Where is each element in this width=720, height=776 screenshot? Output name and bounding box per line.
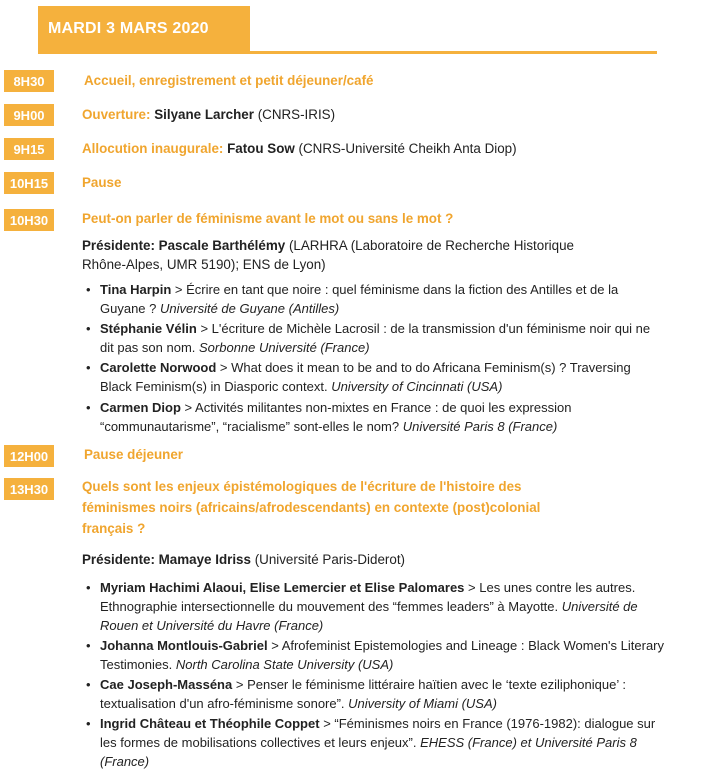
talk-item — [86, 358, 666, 396]
talk-speaker: Tina Harpin — [100, 282, 172, 297]
talk-institution: University of Miami (USA) — [348, 696, 497, 711]
schedule-item: Pause — [82, 175, 122, 190]
session-title — [82, 476, 682, 539]
time-label: 10H30 — [9, 212, 49, 228]
item-label: Ouverture: — [82, 107, 151, 122]
session-title-line2: féminismes noirs (africains/afrodescendants) en contexte (post)colonial — [82, 500, 541, 515]
talk-institution: EHESS (France) et Université Paris 8 (France) — [100, 735, 637, 769]
talk-speaker: Myriam Hachimi Alaoui, Elise Lemercier et Elise Palomares — [100, 580, 465, 595]
time-badge — [4, 104, 54, 126]
chair-affiliation: (LARHRA (Laboratoire de Recherche Historique — [288, 238, 574, 253]
session-title-line1: Quels sont les enjeux épistémologiques de l'écriture de l'histoire des — [82, 479, 522, 494]
chair-affiliation-cont: Rhône-Alpes, UMR 5190); ENS de Lyon) — [82, 257, 326, 272]
time-label: 13H30 — [9, 481, 49, 497]
talk-institution: Sorbonne Université (France) — [199, 340, 370, 355]
talk-title: > Les unes contre les autres. Ethnographie intersectionnelle du mouvement des “femmes leaders” à Mayotte. — [100, 580, 636, 614]
bullet-icon: • — [86, 321, 91, 336]
header-divider — [38, 51, 657, 54]
talk-speaker: Johanna Montlouis-Gabriel — [100, 638, 268, 653]
bullet-icon: • — [86, 360, 91, 375]
talk-speaker: Ingrid Château et Théophile Coppet — [100, 716, 320, 731]
talk-item — [86, 578, 666, 635]
talk-institution: North Carolina State University (USA) — [175, 657, 394, 672]
talk-title: > What does it mean to be and to do Africana Feminism(s) ? Traversing Black Feminism(s) in Diasporic context. — [100, 360, 631, 394]
talk-institution: University of Cincinnati (USA) — [331, 379, 503, 394]
time-label: 9H00 — [13, 107, 45, 123]
speaker-name: Silyane Larcher — [154, 107, 254, 122]
talk-item — [86, 675, 666, 713]
date-title: MARDI 3 MARS 2020 — [48, 20, 209, 37]
talk-title: > Afrofeminist Epistemologies and Lineage : Black Women's Literary Testimonies. — [100, 638, 665, 672]
talk-institution: Université de Rouen et Université du Havre (France) — [100, 599, 638, 633]
talk-speaker: Cae Joseph-Masséna — [100, 677, 233, 692]
session-chair — [82, 236, 672, 274]
time-badge — [4, 478, 54, 500]
session-title-line3: français ? — [82, 521, 146, 536]
chair-affiliation: (Université Paris-Diderot) — [254, 552, 405, 567]
date-header — [38, 6, 250, 52]
time-label: 10H15 — [9, 175, 49, 191]
talk-institution: Université Paris 8 (France) — [402, 419, 558, 434]
chair-name: Présidente: Pascale Barthélémy — [82, 238, 286, 253]
time-badge — [4, 70, 54, 92]
talk-item — [86, 714, 666, 771]
schedule-item: Accueil, enregistrement et petit déjeuner/café — [84, 73, 374, 88]
time-label: 9H15 — [13, 141, 45, 157]
time-badge — [4, 138, 54, 160]
affiliation: (CNRS-Université Cheikh Anta Diop) — [298, 141, 517, 156]
talk-title: > Écrire en tant que noire : quel féminisme dans la fiction des Antilles et de la Guyane ? — [100, 282, 619, 316]
talk-title: > Activités militantes non-mixtes en France : de quoi les expression “communautarisme”, “racialisme” sont-elles le nom? — [100, 400, 572, 434]
affiliation: (CNRS-IRIS) — [257, 107, 336, 122]
schedule-item: Pause déjeuner — [84, 447, 183, 462]
talk-speaker: Carolette Norwood — [100, 360, 217, 375]
schedule-item — [82, 106, 335, 123]
session-title: Peut-on parler de féminisme avant le mot ou sans le mot ? — [82, 211, 454, 226]
bullet-icon: • — [86, 282, 91, 297]
talk-title: > “Féminismes noirs en France (1976-1982): dialogue sur les formes de mobilisations collectives et leurs enjeux”. — [100, 716, 656, 750]
speaker-name: Fatou Sow — [227, 141, 295, 156]
talk-institution: Université de Guyane (Antilles) — [160, 301, 340, 316]
bullet-icon: • — [86, 638, 91, 653]
time-badge — [4, 209, 54, 231]
bullet-icon: • — [86, 580, 91, 595]
item-label: Allocution inaugurale: — [82, 141, 224, 156]
bullet-icon: • — [86, 716, 91, 731]
time-badge — [4, 172, 54, 194]
session-chair — [82, 550, 672, 569]
talk-speaker: Carmen Diop — [100, 400, 181, 415]
talk-speaker: Stéphanie Vélin — [100, 321, 197, 336]
talk-title: > L'écriture de Michèle Lacrosil : de la transmission d'un féminisme noir qui ne dit pas son nom. — [100, 321, 651, 355]
chair-name: Présidente: Mamaye Idriss — [82, 552, 251, 567]
talk-title: > Penser le féminisme littéraire haïtien avec le ‘texte eziliphonique’ : textualisation d'un afro-féminisme sonore”. — [100, 677, 626, 711]
talk-item — [86, 398, 666, 436]
time-label: 12H00 — [9, 448, 49, 464]
talk-item — [86, 319, 666, 357]
time-badge — [4, 445, 54, 467]
talk-item — [86, 280, 666, 318]
schedule-item — [82, 140, 517, 157]
time-label: 8H30 — [13, 73, 45, 89]
bullet-icon: • — [86, 400, 91, 415]
talk-item — [86, 636, 666, 674]
bullet-icon: • — [86, 677, 91, 692]
